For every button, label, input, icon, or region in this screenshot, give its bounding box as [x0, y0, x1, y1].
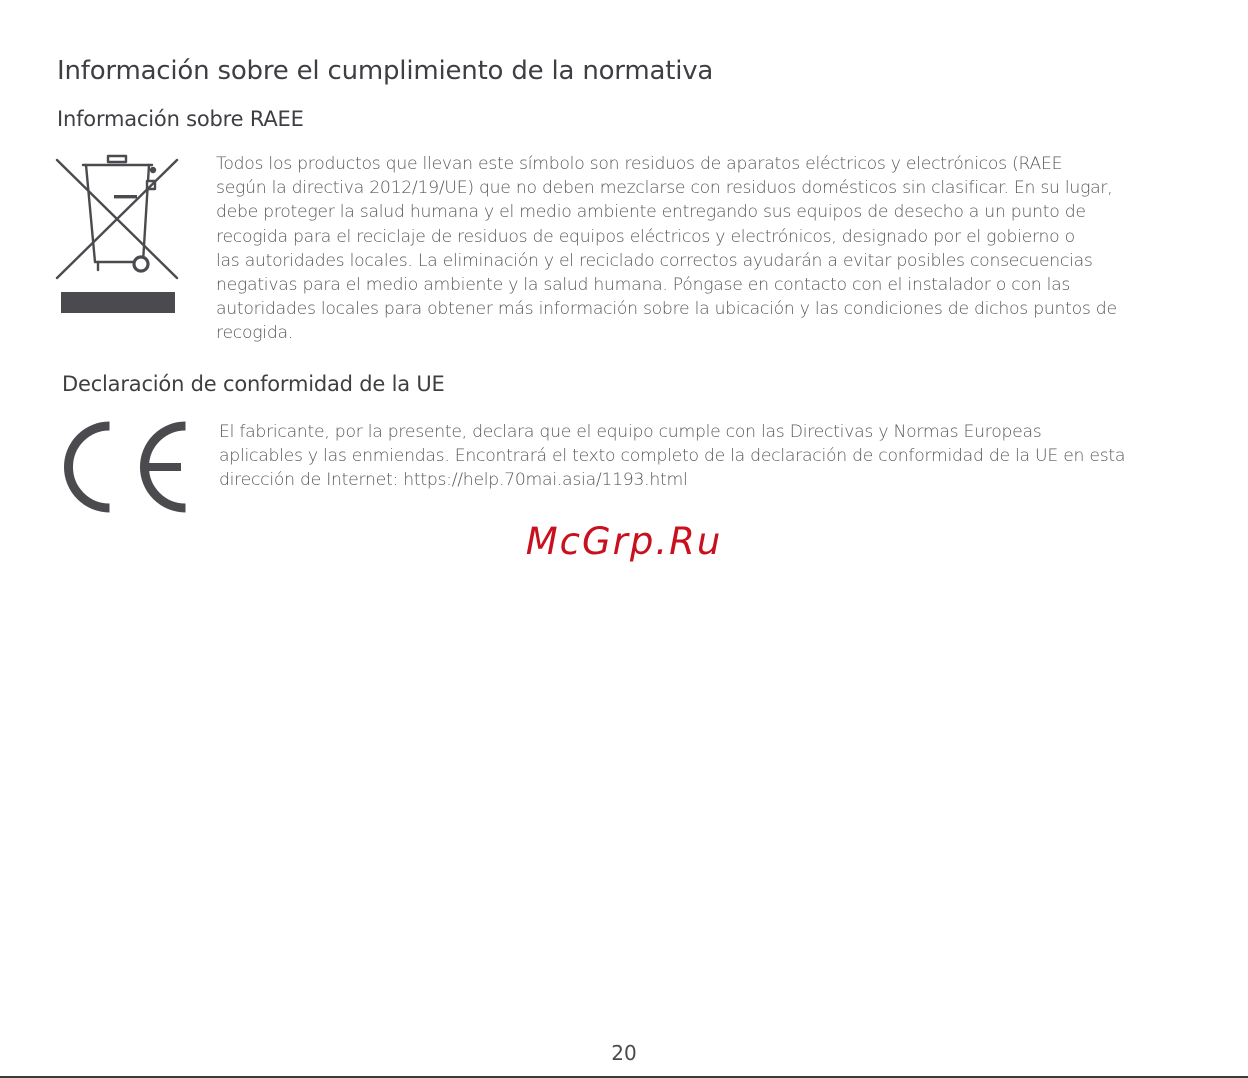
weee-line: recogida para el reciclaje de residuos de equipos eléctricos y electrónicos, designado por el gobierno o	[216, 226, 1075, 247]
weee-line: según la directiva 2012/19/UE) que no deben mezclarse con residuos domésticos sin clasificar. En su lugar,	[216, 178, 1113, 199]
page-number: 20	[611, 1041, 637, 1065]
weee-heading: Información sobre RAEE	[57, 107, 304, 131]
weee-paragraph	[216, 152, 1206, 346]
ce-mark-icon	[60, 420, 190, 514]
eu-line: El fabricante, por la presente, declara que el equipo cumple con las Directivas y Normas Europeas	[219, 422, 1042, 442]
weee-line: negativas para el medio ambiente y la salud humana. Póngase en contacto con el instalador o con las	[216, 275, 1071, 296]
watermark: McGrp.Ru	[525, 520, 723, 563]
eu-declaration-paragraph	[219, 420, 1209, 493]
eu-line-with-url[interactable]: dirección de Internet: https://help.70mai.asia/1193.html	[219, 470, 688, 491]
weee-line: recogida.	[216, 323, 293, 344]
page-title: Información sobre el cumplimiento de la normativa	[57, 56, 714, 86]
weee-line: debe proteger la salud humana y el medio ambiente entregando sus equipos de desecho a un punto de	[216, 202, 1086, 223]
weee-line: las autoridades locales. La eliminación y el reciclado correctos ayudarán a evitar posibles consecuencias	[216, 250, 1093, 271]
weee-line: Todos los productos que llevan este símbolo son residuos de aparatos eléctricos y electrónicos (RAEE	[216, 154, 1063, 174]
crossed-out-wheelie-bin-icon	[55, 153, 180, 315]
eu-line: aplicables y las enmiendas. Encontrará el texto completo de la declaración de conformidad de la UE en esta	[219, 446, 1126, 467]
weee-line: autoridades locales para obtener más información sobre la ubicación y las condiciones de dichos puntos de	[216, 299, 1117, 320]
eu-declaration-heading: Declaración de conformidad de la UE	[62, 372, 445, 396]
